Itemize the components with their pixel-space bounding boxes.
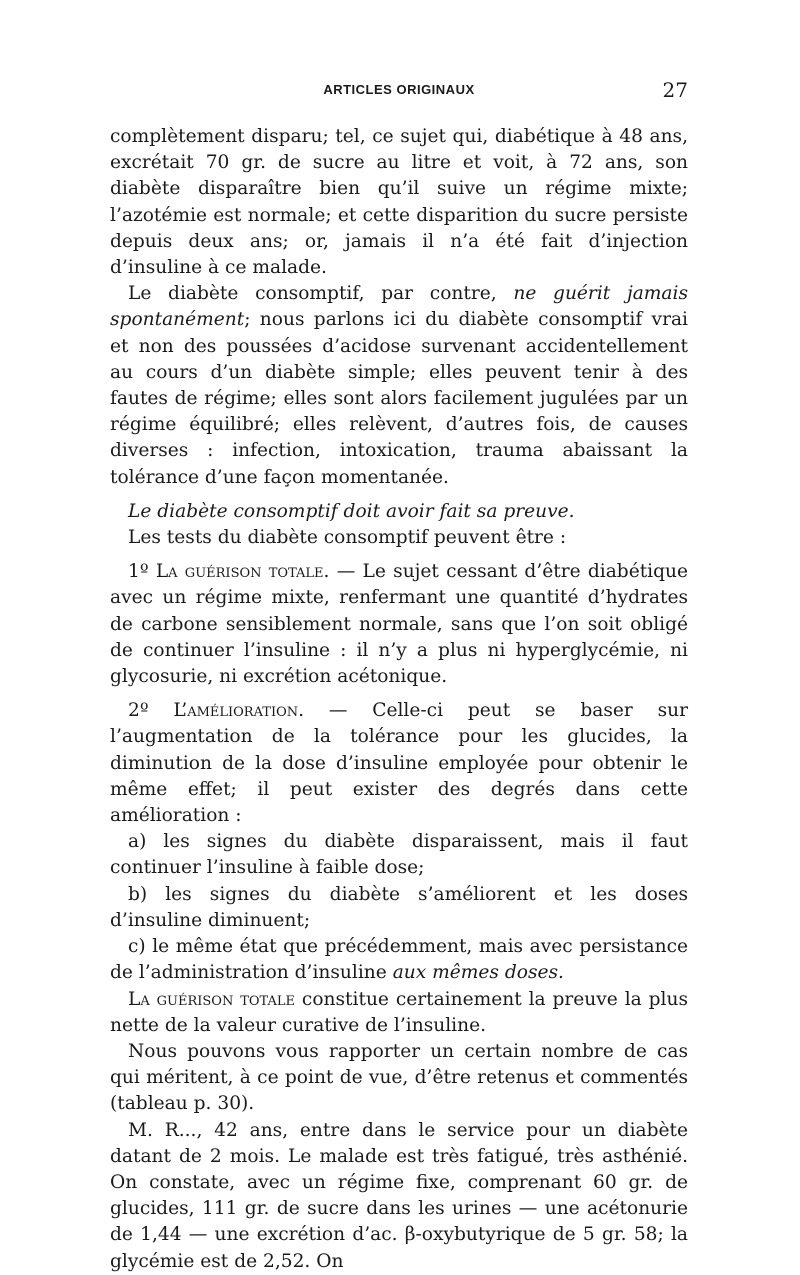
test-heading: La guérison totale. [155,561,330,583]
list-number: 2º [128,700,174,722]
running-header [110,78,688,102]
emphasis-text: aux mêmes doses. [392,962,564,984]
running-title: ARTICLES ORIGINAUX [323,82,475,97]
list-item-c [110,934,688,986]
list-item-b: b) les signes du diabète s’améliorent et les doses d’insuline diminuent; [110,883,688,931]
list-number: 1º [128,561,156,583]
paragraph-text: constitue certainement la preuve la plus nette de la valeur curative de l’insuline. [110,988,688,1036]
test-heading: L’amélioration. [173,700,305,722]
paragraph-tests-intro: Les tests du diabète consomptif peuvent être : [128,527,567,549]
paragraph-text: ; nous parlons ici du diabète consomptif vrai et non des poussées d’acidose survenant accidentellement au cours d’un diabète simple; elles peuvent tenir à des fautes de régime; elles sont alors facilement jugulées par un régime équilibré; elles relèvent, d’autres fois, de causes diverses : infection, intoxication, trauma abaissant la tolérance d’une façon momentanée. [110,309,688,488]
paragraph-text: Le diabète consomptif, par contre, [128,283,514,305]
emphasis-text: ne guérit jamais spontanément [110,283,689,331]
paragraph-consomptif [110,281,688,491]
paragraph-continuation: complètement disparu; tel, ce sujet qui, diabétique à 48 ans, excrétait 70 gr. de sucre au litre et voit, à 72 ans, son diabète disparaître bien qu’il suive un régime mixte; l’azotémie est normale; et cette disparition du sucre persiste depuis deux ans; or, jamais il n’a été fait d’injection d’insuline à ce malade. [110,126,688,279]
paragraph-cases: Nous pouvons vous rapporter un certain nombre de cas qui méritent, à ce point de vue, d’être retenus et commentés (tableau p. 30). [110,1040,688,1115]
paragraph-text: — Le sujet cessant d’être diabétique avec un régime mixte, renfermant une quantité d’hydrates de carbone sensiblement normale, sans que l’on soit obligé de continuer l’insuline : il n’y a plus ni hyperglycémie, ni glycosurie, ni excrétion acétonique. [110,561,689,688]
emphasis-text: Le diabète consomptif doit avoir fait sa preuve. [128,500,575,522]
article-body [110,124,688,1275]
paragraph-test-2 [110,698,688,829]
paragraph-test-1 [110,559,688,690]
paragraph-preuve [110,499,688,525]
paragraph-text: c) le même état que précédemment, mais avec persistance de l’administration d’insuline [110,936,688,984]
list-item-a: a) les signes du diabète disparaissent, mais il faut continuer l’insuline à faible dose; [110,831,688,879]
page-number: 27 [662,78,688,102]
paragraph-guerison [110,987,688,1039]
paragraph-text: — Celle-ci peut se baser sur l’augmentation de la tolérance pour les glucides, la diminution de la dose d’insuline employée pour obtenir le même effet; il peut exister des degrés dans cette amélioration : [110,700,688,827]
smallcaps-text: La guérison totale [128,988,296,1010]
paragraph-case-mr: M. R..., 42 ans, entre dans le service pour un diabète datant de 2 mois. Le malade est très fatigué, très asthénié. On constate, avec un régime fixe, comprenant 60 gr. de glucides, 111 gr. de sucre dans les urines — une acétonurie de 1,44 — une excrétion d’ac. β-oxybutyrique de 5 gr. 58; la glycémie est de 2,52. On [110,1119,688,1272]
